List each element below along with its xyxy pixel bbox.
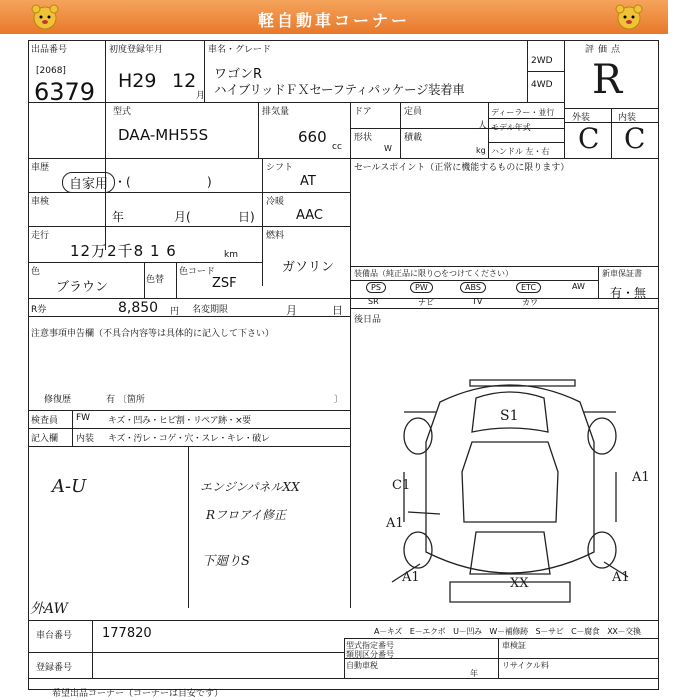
ac-value: AAC (296, 208, 323, 223)
reg-month: 12 (172, 70, 197, 92)
diagram-c1: C1 (392, 478, 411, 493)
interior-codes: キズ・汚レ・コゲ・穴・スレ・キレ・破レ (108, 434, 270, 444)
usage-value: 自家用 (62, 172, 115, 193)
banner-title: 軽自動車コーナー (257, 11, 410, 30)
ext-label: 外装 (572, 113, 591, 123)
ac-label: 冷暖 (266, 197, 285, 207)
inspection-day: 日) (238, 210, 255, 224)
equip-ps: PS (366, 282, 386, 293)
reg-label: 初度登録年月 (109, 45, 164, 55)
diagram-a1-right-rear: A1 (612, 570, 630, 585)
inspection-label: 車検 (31, 197, 50, 207)
load-label: 積載 (404, 133, 423, 143)
cert-label: 車検証 (502, 641, 526, 650)
displacement-unit: cc (332, 142, 342, 152)
int-value: C (624, 122, 646, 155)
note-bottom: 外AW (30, 601, 68, 617)
equip-tv: TV (472, 297, 483, 306)
fuel-value: ガソリン (282, 260, 335, 275)
dealer-label: ディーラー・並行 (491, 108, 555, 117)
repair-value: 有 〔箇所 (106, 395, 145, 405)
shape-unit: W (384, 144, 392, 153)
shift-label: シフト (266, 163, 294, 173)
car-grade: ハイブリッドＦＸセーフティパッケージ装着車 (214, 82, 465, 97)
color-code: ZSF (212, 276, 237, 291)
checker-label: 検査員 (31, 416, 59, 426)
color-value: ブラウン (56, 280, 109, 295)
plate-label: 登録番号 (36, 663, 73, 673)
equipment-label: 装備品（純正品に限り○をつけてください） (354, 269, 513, 278)
drive-2wd: 2WD (531, 56, 553, 66)
equip-sr: SR (368, 297, 379, 306)
equip-leather: カワ (522, 298, 538, 307)
diagram-a1-left: A1 (386, 516, 404, 531)
title-period-month: 月 (286, 304, 297, 317)
diagram-s1: S1 (500, 408, 519, 424)
score-value: R (592, 57, 623, 103)
usage-paren: ・( ) (114, 175, 212, 189)
diagram-xx: XX (510, 576, 529, 591)
damage-legend: A－キズ E－エクボ U－凹み W－補修跡 S－サビ C－腐食 XX－交換 (374, 627, 641, 636)
model-spec-label: 型式指定番号 (346, 641, 394, 650)
recycle-unit: 円 (170, 307, 180, 317)
mileage-value: 12万2千8 1 6 (70, 242, 177, 260)
diagram-a1-left-rear: A1 (402, 570, 420, 585)
int-label: 内装 (618, 113, 637, 123)
load-unit: kg (476, 146, 486, 155)
reg-unit: 月 (196, 91, 206, 101)
repair-close: 〕 (334, 395, 344, 405)
door-label: ドア (354, 107, 372, 117)
fuel-label: 燃料 (266, 231, 285, 241)
capacity-unit: 人 (478, 121, 488, 131)
chassis-label: 車台番号 (36, 631, 73, 641)
mileage-unit: km (224, 250, 238, 260)
chassis-value: 177820 (102, 626, 152, 641)
tax-label: 自動車税 (346, 661, 378, 670)
equip-abs: ABS (460, 282, 486, 293)
capacity-label: 定員 (404, 107, 423, 117)
notes-label: 注意事項申告欄（不具合内容等は具体的に記入して下さい） (31, 329, 275, 339)
car-name: ワゴンR (214, 67, 263, 82)
displacement-value: 660 (298, 128, 327, 146)
displacement-label: 排気量 (262, 107, 290, 117)
exterior-codes: キズ・凹み・ヒビ割・リペア跡・×要 (108, 416, 251, 426)
interior-label: 内装 (76, 434, 95, 444)
note-mid1: エンジンパネルXX (200, 480, 300, 494)
car-label: 車名・グレード (208, 45, 272, 55)
recycle-value: 8,850 (118, 300, 159, 316)
color-change-label: 色替 (146, 275, 165, 285)
new-car-label: 新車保証書 (602, 269, 642, 278)
new-car-value: 有・無 (610, 286, 647, 300)
year-unit: 年 (470, 669, 478, 678)
selling-point-label: セールスポイント（正常に機能するものに限ります） (354, 163, 570, 173)
note-left: A-U (52, 476, 87, 497)
title-period-day: 日 (332, 304, 343, 317)
lot-label: 出品番号 (31, 45, 68, 55)
model-label: 型式 (113, 107, 132, 117)
note-mid2: Rフロアイ修正 (206, 508, 286, 522)
drive-4wd: 4WD (531, 80, 553, 90)
equip-pw: PW (410, 282, 433, 293)
note-mid3: 下廻りS (202, 554, 250, 569)
model-year-label: モデル年式 (491, 123, 531, 132)
inspection-year: 年 (112, 210, 125, 224)
title-period-label: 名変期限 (192, 305, 229, 315)
memo-label: 記入欄 (31, 434, 59, 444)
usage-label: 車歴 (31, 163, 50, 173)
shift-value: AT (300, 174, 316, 189)
rear-label: 後日品 (354, 315, 382, 325)
category-label: 類別区分番号 (346, 650, 394, 659)
lot-number: 6379 (34, 78, 96, 106)
equip-navi: ナビ (418, 298, 434, 307)
ext-value: C (578, 122, 600, 155)
footer-label: 希望出品コーナー（コーナーは目安です） (52, 689, 224, 699)
recycle-fee-label: リサイクル料 (502, 661, 549, 670)
equip-aw: AW (572, 282, 585, 291)
score-label: 評価点 (585, 45, 625, 55)
shape-label: 形状 (354, 133, 373, 143)
repair-label: 修復歴 (44, 395, 72, 405)
color-code-label: 色コード (179, 267, 216, 277)
reg-era: H29 (118, 70, 157, 92)
equip-etc: ETC (516, 282, 541, 293)
handle-label: ハンドル 左・右 (491, 147, 550, 156)
fw-label: FW (76, 413, 91, 423)
diagram-a1-right-front: A1 (632, 470, 650, 485)
recycle-label: R券 (31, 305, 47, 315)
lot-sub: [2068] (36, 66, 66, 76)
mileage-label: 走行 (31, 231, 50, 241)
model-value: DAA-MH55S (118, 126, 209, 144)
inspection-month: 月( (174, 210, 191, 224)
color-label: 色 (31, 267, 41, 277)
